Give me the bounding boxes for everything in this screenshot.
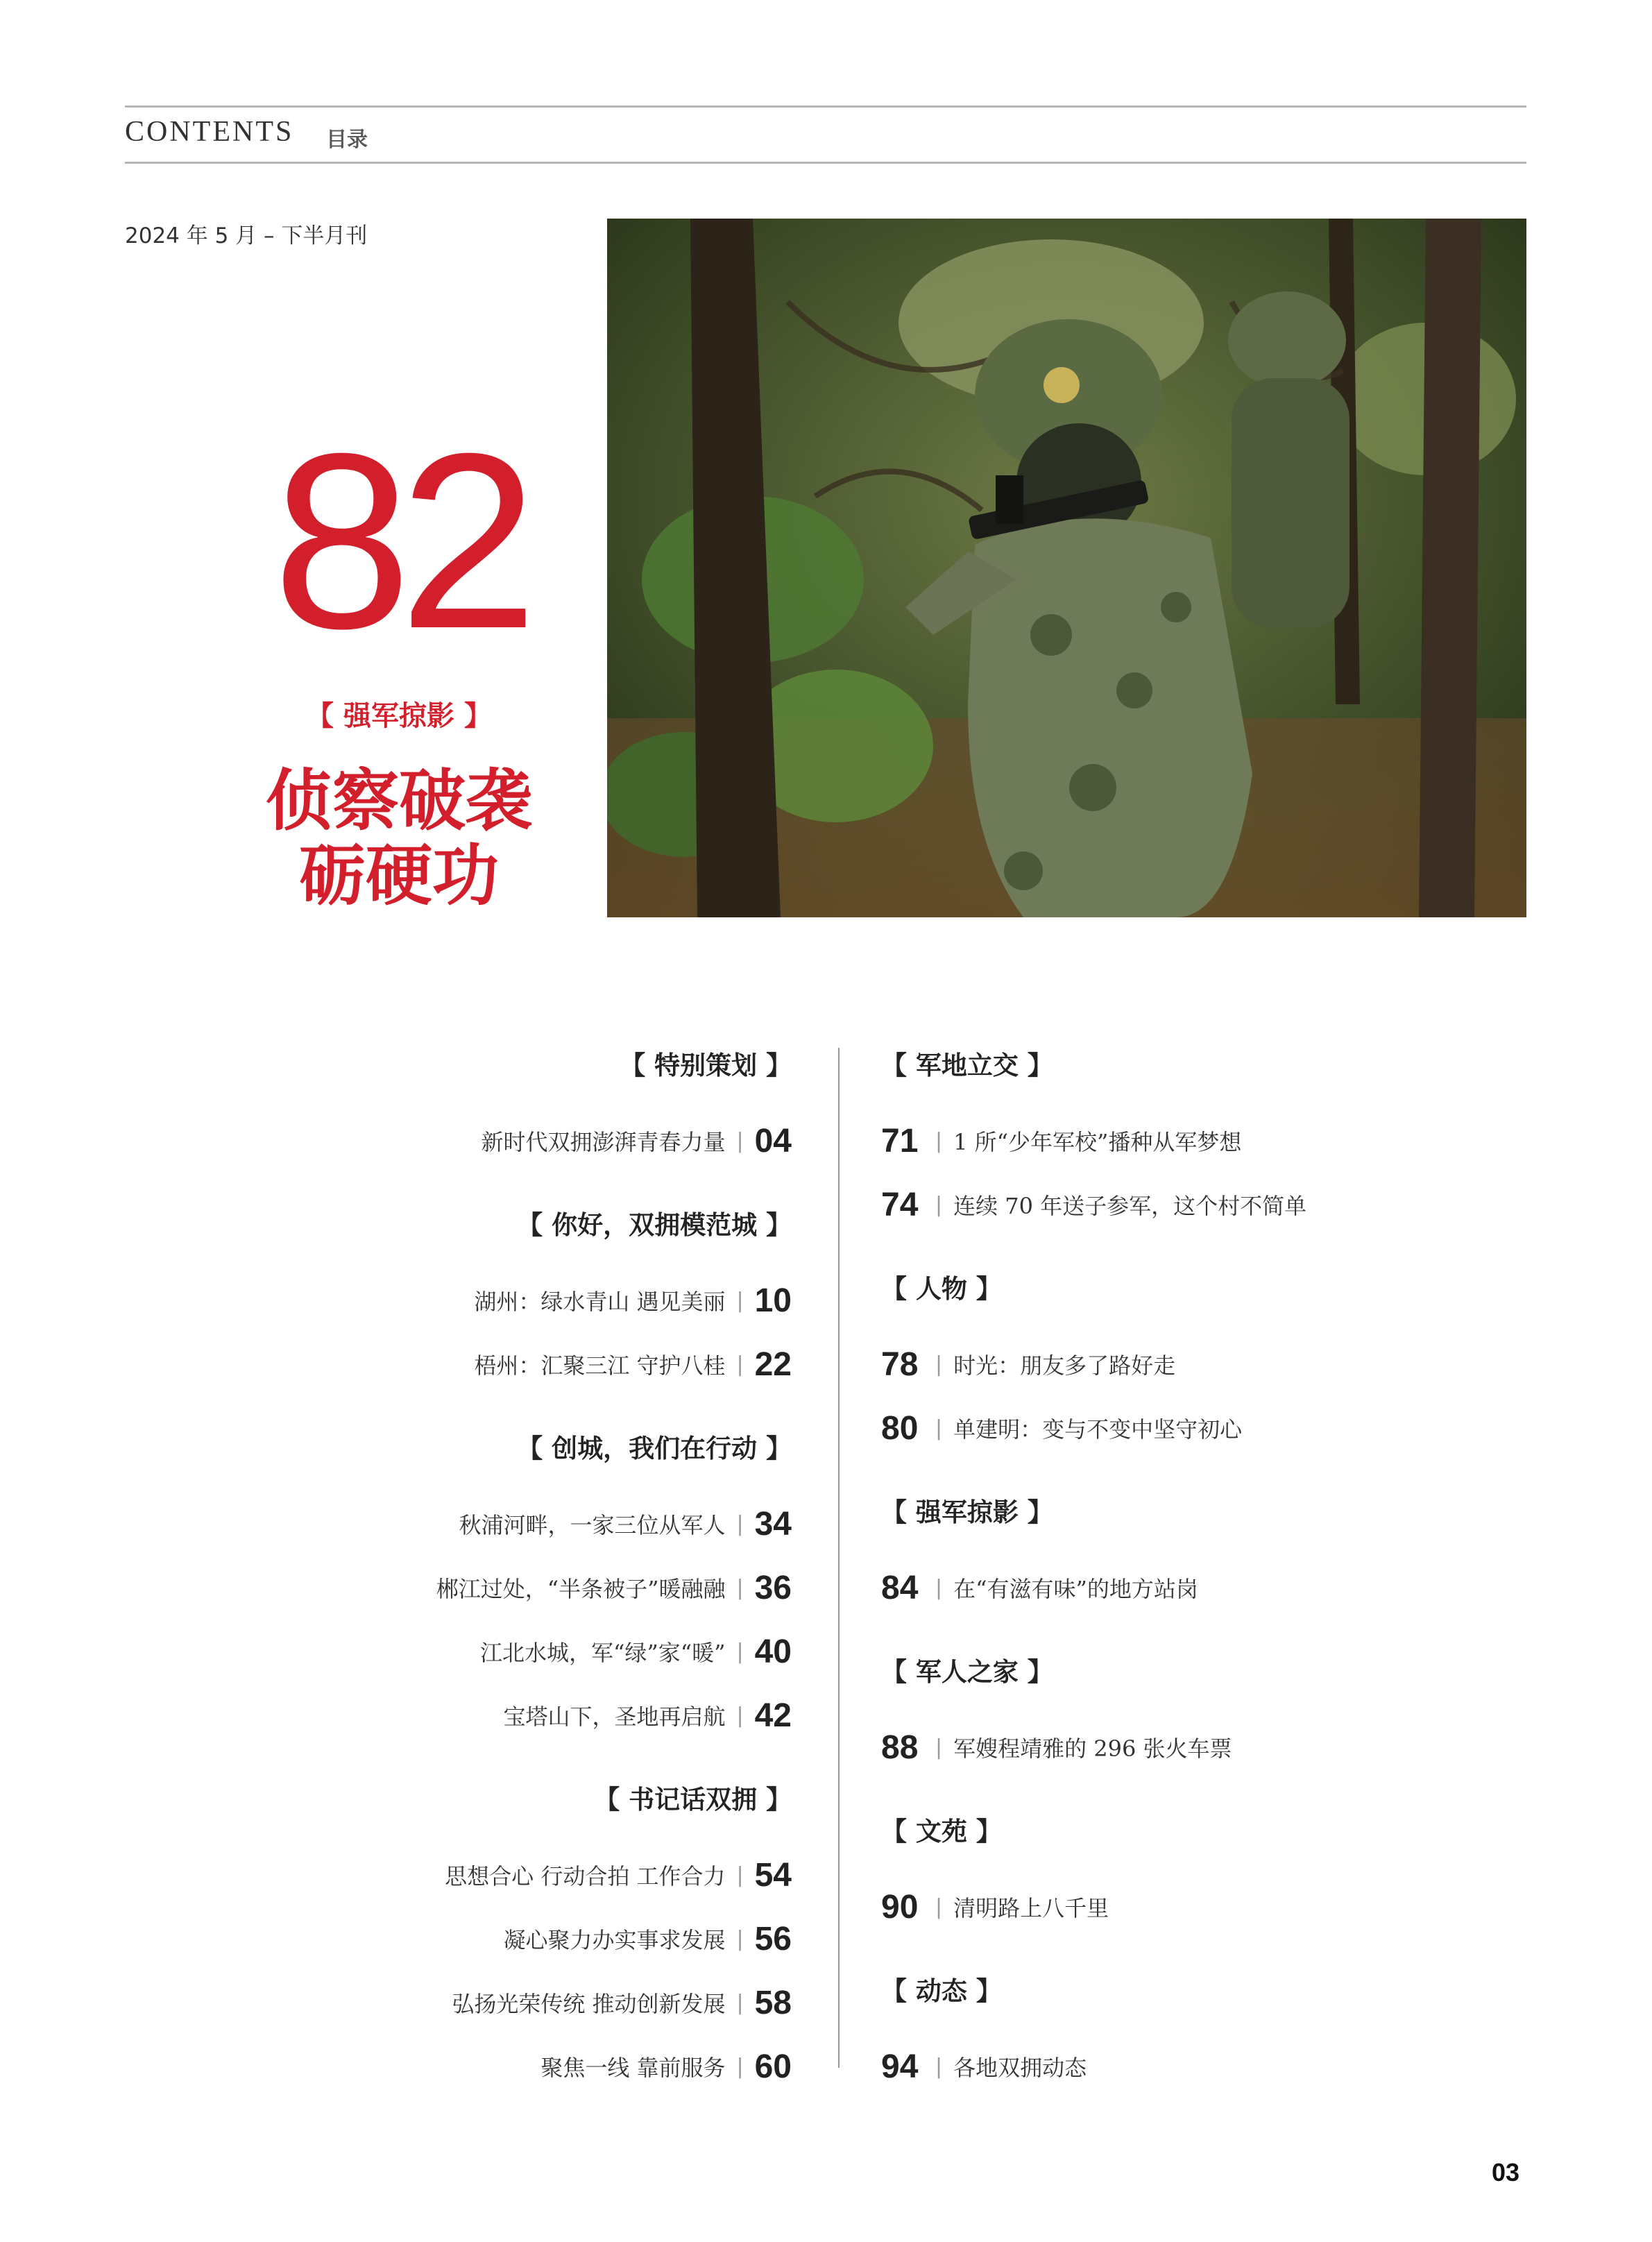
toc-entry[interactable] <box>881 1173 1506 1237</box>
separator: | <box>935 1128 943 1153</box>
section-heading: 【 军人之家 】 <box>881 1657 1053 1687</box>
toc-entry-page: 60 <box>754 2048 792 2085</box>
issue-date: 2024 年 5 月 – 下半月刊 <box>125 223 368 248</box>
toc-entry-title: 梧州：汇聚三江 守护八桂 <box>474 1352 726 1379</box>
toc-left-column <box>167 1045 792 2098</box>
toc-entry[interactable] <box>167 1971 792 2035</box>
toc-entry-page: 71 <box>881 1122 919 1160</box>
toc-entry-page: 90 <box>881 1888 919 1926</box>
toc-entry-title: 弘扬光荣传统 推动创新发展 <box>452 1991 726 2017</box>
feature-photo <box>607 219 1526 917</box>
section-heading: 【 书记话双拥 】 <box>594 1785 792 1815</box>
toc-entry-title: 聚焦一线 靠前服务 <box>540 2055 726 2081</box>
feature-page-number[interactable]: 82 <box>272 402 526 681</box>
separator: | <box>935 1352 943 1377</box>
toc-entry-page: 42 <box>754 1697 792 1734</box>
toc-entry-page: 10 <box>754 1282 792 1319</box>
toc-entry-page: 88 <box>881 1729 919 1766</box>
toc-entry[interactable] <box>881 2035 1506 2098</box>
toc-entry-page: 58 <box>754 1984 792 2021</box>
section-heading: 【 动态 】 <box>881 1976 1002 2006</box>
toc-entry[interactable] <box>167 1109 792 1173</box>
separator: | <box>935 1575 943 1600</box>
separator: | <box>736 2054 744 2079</box>
toc-entry-page: 22 <box>754 1345 792 1383</box>
toc-entry-title: 连续 70 年送子参军，这个村不简单 <box>953 1193 1307 1219</box>
column-divider <box>838 1048 840 2068</box>
separator: | <box>935 1894 943 1919</box>
separator: | <box>736 1352 744 1377</box>
section-heading: 【 你好，双拥模范城 】 <box>517 1210 792 1240</box>
section-heading: 【 人物 】 <box>881 1274 1002 1304</box>
feature-title-line-2: 砺硬功 <box>299 837 499 915</box>
contents-heading-en: CONTENTS <box>125 116 294 148</box>
toc-entry[interactable] <box>167 1843 792 1907</box>
separator: | <box>935 2054 943 2079</box>
toc-entry-title: 在“有滋有味”的地方站岗 <box>953 1576 1198 1602</box>
toc-entry-page: 56 <box>754 1920 792 1957</box>
toc-entry[interactable] <box>881 1715 1506 1779</box>
toc-entry[interactable] <box>167 1620 792 1683</box>
toc-entry-title: 湖州：绿水青山 遇见美丽 <box>474 1289 726 1315</box>
separator: | <box>736 1926 744 1951</box>
section-heading: 【 文苑 】 <box>881 1817 1002 1846</box>
section-heading: 【 创城，我们在行动 】 <box>517 1434 792 1463</box>
separator: | <box>736 1639 744 1664</box>
toc-entry-title: 郴江过处，“半条被子”暖融融 <box>436 1576 726 1602</box>
separator: | <box>935 1735 943 1760</box>
section-heading: 【 强军掠影 】 <box>881 1497 1053 1527</box>
toc-entry-page: 04 <box>754 1122 792 1160</box>
toc-entry-page: 78 <box>881 1345 919 1383</box>
toc-entry-page: 84 <box>881 1569 919 1606</box>
toc-entry-title: 时光：朋友多了路好走 <box>953 1352 1176 1379</box>
contents-heading-cn: 目录 <box>326 128 368 152</box>
separator: | <box>736 1862 744 1887</box>
toc-entry[interactable] <box>167 1907 792 1971</box>
toc-entry-title: 军嫂程靖雅的 296 张火车票 <box>953 1735 1232 1762</box>
separator: | <box>736 1990 744 2015</box>
section-heading: 【 军地立交 】 <box>881 1051 1053 1080</box>
toc-entry-page: 40 <box>754 1633 792 1670</box>
toc-entry[interactable] <box>881 1332 1506 1396</box>
toc-entry[interactable] <box>167 1268 792 1332</box>
top-rule <box>125 105 1526 108</box>
toc-entry-page: 54 <box>754 1856 792 1894</box>
toc-entry-title: 清明路上八千里 <box>953 1895 1109 1921</box>
toc-entry-title: 单建明：变与不变中坚守初心 <box>953 1416 1243 1443</box>
soldiers-in-forest-photo <box>607 219 1526 917</box>
page-number: 03 <box>1492 2158 1520 2186</box>
separator: | <box>736 1703 744 1728</box>
toc-entry-title: 思想合心 行动合拍 工作合力 <box>445 1863 726 1889</box>
separator: | <box>736 1511 744 1536</box>
separator: | <box>935 1192 943 1217</box>
toc-entry[interactable] <box>167 1683 792 1747</box>
toc-entry[interactable] <box>881 1109 1506 1173</box>
toc-entry-title: 各地双拥动态 <box>953 2055 1087 2081</box>
toc-entry-title: 新时代双拥澎湃青春力量 <box>481 1129 726 1155</box>
toc-entry-title: 1 所“少年军校”播种从军梦想 <box>953 1129 1242 1155</box>
toc-entry[interactable] <box>167 1492 792 1556</box>
toc-entry-page: 34 <box>754 1505 792 1543</box>
toc-entry-title: 凝心聚力办实事求发展 <box>503 1927 726 1953</box>
toc-entry-title: 秋浦河畔，一家三位从军人 <box>459 1512 726 1538</box>
toc-entry[interactable] <box>167 1332 792 1396</box>
toc-entry-page: 36 <box>754 1569 792 1606</box>
toc-right-column <box>881 1045 1506 2098</box>
header-bottom-rule <box>125 162 1526 164</box>
toc-entry-title: 江北水城，军“绿”家“暖” <box>480 1640 726 1666</box>
separator: | <box>935 1416 943 1441</box>
separator: | <box>736 1288 744 1313</box>
separator: | <box>736 1575 744 1600</box>
toc-entry-title: 宝塔山下，圣地再启航 <box>503 1704 726 1730</box>
toc-entry[interactable] <box>881 1875 1506 1939</box>
section-heading: 【 特别策划 】 <box>620 1051 792 1080</box>
toc-entry-page: 74 <box>881 1186 919 1223</box>
toc-entry[interactable] <box>881 1556 1506 1620</box>
toc-entry-page: 80 <box>881 1409 919 1447</box>
toc-entry[interactable] <box>881 1396 1506 1460</box>
toc-entry-page: 94 <box>881 2048 919 2085</box>
feature-title[interactable] <box>208 763 590 914</box>
separator: | <box>736 1128 744 1153</box>
toc-entry[interactable] <box>167 1556 792 1620</box>
feature-title-line-1: 侦察破袭 <box>266 762 532 840</box>
feature-section-label: 【 强军掠影 】 <box>306 700 492 732</box>
toc-entry[interactable] <box>167 2035 792 2098</box>
